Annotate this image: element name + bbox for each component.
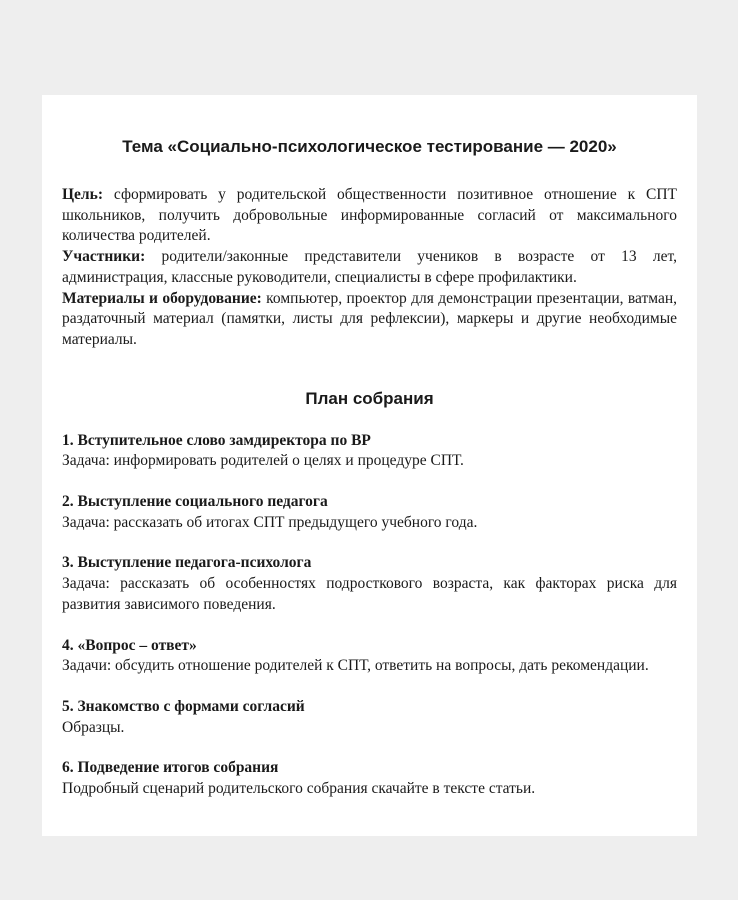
plan-item bbox=[62, 758, 677, 799]
goal-label: Цель: bbox=[62, 186, 103, 203]
plan-item-text: Образцы. bbox=[62, 718, 125, 736]
plan-item-heading: 6. Подведение итогов собрания bbox=[62, 759, 279, 777]
plan-item-heading: 4. «Вопрос – ответ» bbox=[62, 636, 197, 654]
plan-item-text: Подробный сценарий родительского собрания скачайте в тексте статьи. bbox=[62, 780, 536, 798]
plan-item bbox=[62, 492, 677, 533]
document-title: Тема «Социально-психологическое тестирование — 2020» bbox=[122, 137, 617, 156]
plan-list bbox=[62, 431, 677, 800]
plan-item-heading: 2. Выступление социального педагога bbox=[62, 493, 328, 511]
materials-paragraph bbox=[62, 289, 677, 351]
goal-paragraph bbox=[62, 185, 677, 247]
materials-label: Материалы и оборудование: bbox=[62, 289, 262, 307]
goal-text: сформировать у родительской общественности позитивное отношение к СПТ школьников, получить добровольные информированные согласий от максимального количества родителей. bbox=[62, 186, 677, 245]
materials-text: компьютер, проектор для демонстрации презентации, ватман, раздаточный материал (памятки, листы для рефлексии), маркеры и другие необходимые материалы. bbox=[62, 289, 677, 348]
plan-item bbox=[62, 636, 677, 677]
plan-item-text: Задача: рассказать об особенностях подросткового возраста, как факторах риска для развития зависимого поведения. bbox=[62, 575, 677, 613]
plan-item-text: Задача: информировать родителей о целях и процедуре СПТ. bbox=[62, 452, 464, 470]
plan-item bbox=[62, 697, 677, 738]
participants-text: родители/законные представители учеников в возрасте от 13 лет, администрация, классные руководители, специалисты в сфере профилактики. bbox=[62, 248, 677, 286]
plan-title: План собрания bbox=[305, 388, 434, 408]
plan-item-heading: 5. Знакомство с формами согласий bbox=[62, 697, 305, 715]
plan-item-heading: 1. Вступительное слово замдиректора по ВР bbox=[62, 431, 371, 449]
plan-item bbox=[62, 553, 677, 615]
participants-label: Участники: bbox=[62, 248, 146, 266]
plan-item bbox=[62, 431, 677, 472]
plan-item-text: Задача: рассказать об итогах СПТ предыдущего учебного года. bbox=[62, 513, 478, 531]
plan-item-heading: 3. Выступление педагога-психолога bbox=[62, 554, 312, 572]
participants-paragraph bbox=[62, 247, 677, 288]
document-card bbox=[42, 95, 697, 836]
plan-item-text: Задачи: обсудить отношение родителей к СПТ, ответить на вопросы, дать рекомендации. bbox=[62, 657, 649, 675]
